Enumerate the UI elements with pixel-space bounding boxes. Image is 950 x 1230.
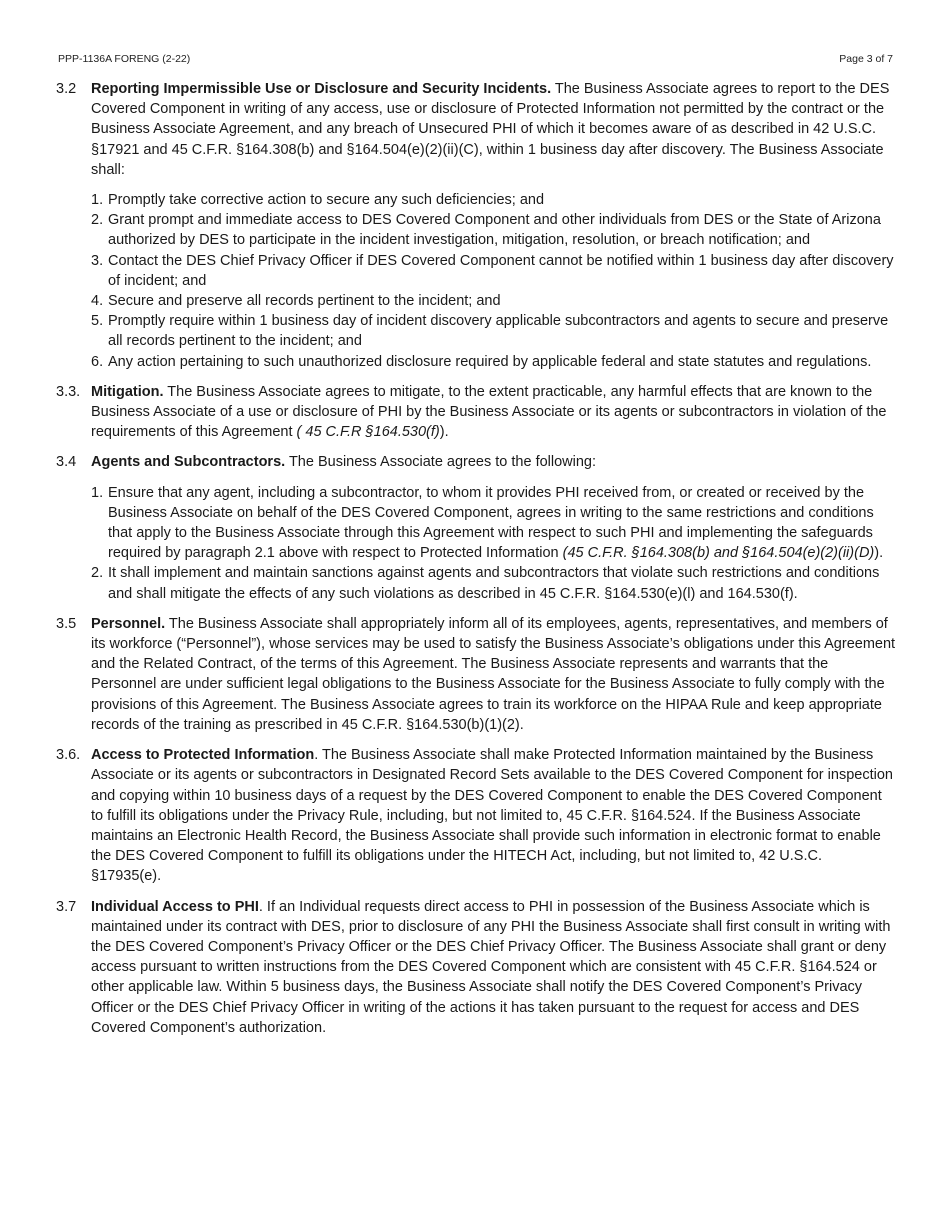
- list-item: [91, 352, 896, 372]
- section-title: Individual Access to PHI: [91, 898, 259, 915]
- list-item: [91, 190, 896, 210]
- section-title: Agents and Subcontractors.: [91, 454, 286, 471]
- list-number: 1.: [91, 192, 104, 209]
- section-number: 3.2: [56, 81, 77, 97]
- list-item: [91, 311, 896, 351]
- list-text: It shall implement and maintain sanctions against agents and subcontractors that violate such restrictions and conditions and shall mitigate the effects of any such violations as described in 45 C.F.R. §164.530(e)(l) and 164.530(f).: [108, 565, 880, 602]
- section-number: 3.5: [56, 615, 77, 632]
- section-number: 3.3.: [56, 383, 81, 400]
- section-3-4-list: [91, 483, 896, 604]
- citation: ( 45 C.F.R §164.530(f): [296, 424, 440, 441]
- section-text: The Business Associate shall appropriately inform all of its employees, agents, representatives, and members of its workforce (“Personnel”), whose services may be used to satisfy the Business Associate’s obligations under this Agreement and the Related Contract, of the terms of this Agreement. The Business Associate represents and warrants that the Personnel are under sufficient legal obligations to the Business Associate for the Business Associate to fully comply with the provisions of this Agreement. The Business Associate agrees to train its workforce on the HIPAA Rule and keep appropriate records of the training as prescribed in 45 C.F.R. §164.530(b)(1)(2).: [91, 615, 896, 733]
- list-text: Ensure that any agent, including a subcontractor, to whom it provides PHI received from, or created or received by the Business Associate on behalf of the DES Covered Component, agrees in writing to the same restrictions and conditions that apply to the Business Associate through this Agreement with respect to such PHI and implementing the safeguards required by paragraph 2.1 above with respect to Protected Information: [108, 484, 874, 562]
- section-3-7: [56, 897, 896, 1038]
- section-text: . If an Individual requests direct access to PHI in possession of the Business Associate which is maintained under its contract with DES, prior to disclosure of any PHI the Business Associate shall first consult in writing with the DES Covered Component’s Privacy Officer or the DES Chief Privacy Officer. The Business Associate shall grant or deny access pursuant to written instructions from the DES Covered Component which are consistent with 45 C.F.R. §164.524 or other applicable law. Within 5 business days, the Business Associate shall notify the DES Covered Component’s Privacy Officer or the DES Chief Privacy Officer in writing of the actions it has taken pursuant to the request for access and DES Covered Component’s authorization.: [91, 898, 891, 1036]
- section-text: The Business Associate agrees to mitigate, to the extent practicable, any harmful effects that are known to the Business Associate of a use or disclosure of PHI by the Business Associate or its agents or subcontractors in violation of the requirements of this Agreement: [91, 383, 887, 441]
- list-number: 2.: [91, 565, 104, 582]
- section-text: . The Business Associate shall make Protected Information maintained by the Business Associate or its agents or subcontractors in Designated Record Sets available to the DES Covered Component for inspection and copying within 10 business days of a request by the DES Covered Component to enable the DES Covered Component to fulfill its obligations under the Privacy Rule, including, but not limited to, 45 C.F.R. §164.524. If the Business Associate maintains an Electronic Health Record, the Business Associate shall provide such information in electronic format to enable the DES Covered Component to fulfill its obligations under the HITECH Act, including, but not limited to, 42 U.S.C. §17935(e).: [91, 747, 893, 885]
- list-item: [91, 291, 896, 311]
- document-body: [56, 79, 896, 1048]
- list-text: Promptly take corrective action to secure any such deficiencies; and: [108, 192, 545, 209]
- list-text: Secure and preserve all records pertinent to the incident; and: [108, 293, 501, 310]
- list-item: [91, 210, 896, 250]
- section-3-2-list: [91, 190, 896, 372]
- list-text: Any action pertaining to such unauthorized disclosure required by applicable federal and state statutes and regulations.: [108, 353, 872, 370]
- citation: (45 C.F.R. §164.308(b) and §164.504(e)(2)(ii)(D): [562, 545, 875, 562]
- section-3-2: [56, 79, 896, 372]
- list-text: Promptly require within 1 business day of incident discovery applicable subcontractors and agents to secure and preserve all records pertinent to the incident; and: [108, 313, 889, 350]
- section-title: Mitigation.: [91, 383, 164, 400]
- list-number: 4.: [91, 293, 104, 310]
- form-id: PPP-1136A FORENG (2-22): [58, 53, 191, 65]
- list-item: [91, 563, 896, 603]
- section-title: Reporting Impermissible Use or Disclosure and Security Incidents.: [91, 81, 552, 97]
- section-3-4: [56, 452, 896, 603]
- page-number: Page 3 of 7: [839, 53, 893, 65]
- section-title: Access to Protected Information: [91, 747, 315, 764]
- list-number: 3.: [91, 252, 104, 269]
- section-text-tail: ).: [439, 424, 449, 441]
- list-item: [91, 251, 896, 291]
- section-text: The Business Associate agrees to report to the DES Covered Component in writing of any access, use or disclosure of Protected Information not permitted by the contract or the Business Associate Agreement, and any breach of Unsecured PHI of which it becomes aware of as described in 42 U.S.C. §17921 and 45 C.F.R. §164.308(b) and §164.504(e)(2)(ii)(C), within 1 business day after discovery. The Business Associate shall:: [91, 81, 890, 178]
- section-number: 3.6.: [56, 747, 81, 764]
- section-text: The Business Associate agrees to the following:: [285, 454, 597, 471]
- list-text: Grant prompt and immediate access to DES Covered Component and other individuals from DES or the State of Arizona authorized by DES to participate in the incident investigation, mitigation, resolution, or breach notification; and: [108, 212, 881, 249]
- list-number: 6.: [91, 353, 104, 370]
- section-3-6: [56, 745, 896, 886]
- section-3-3: [56, 382, 896, 443]
- list-text: Contact the DES Chief Privacy Officer if DES Covered Component cannot be notified within 1 business day after discovery of incident; and: [108, 252, 894, 289]
- list-item: [91, 483, 896, 564]
- section-title: Personnel.: [91, 615, 166, 632]
- list-number: 5.: [91, 313, 104, 330]
- section-number: 3.4: [56, 454, 77, 471]
- list-number: 2.: [91, 212, 104, 229]
- list-text-tail: ).: [874, 545, 884, 562]
- section-3-5: [56, 614, 896, 735]
- list-number: 1.: [91, 484, 104, 501]
- section-number: 3.7: [56, 898, 77, 915]
